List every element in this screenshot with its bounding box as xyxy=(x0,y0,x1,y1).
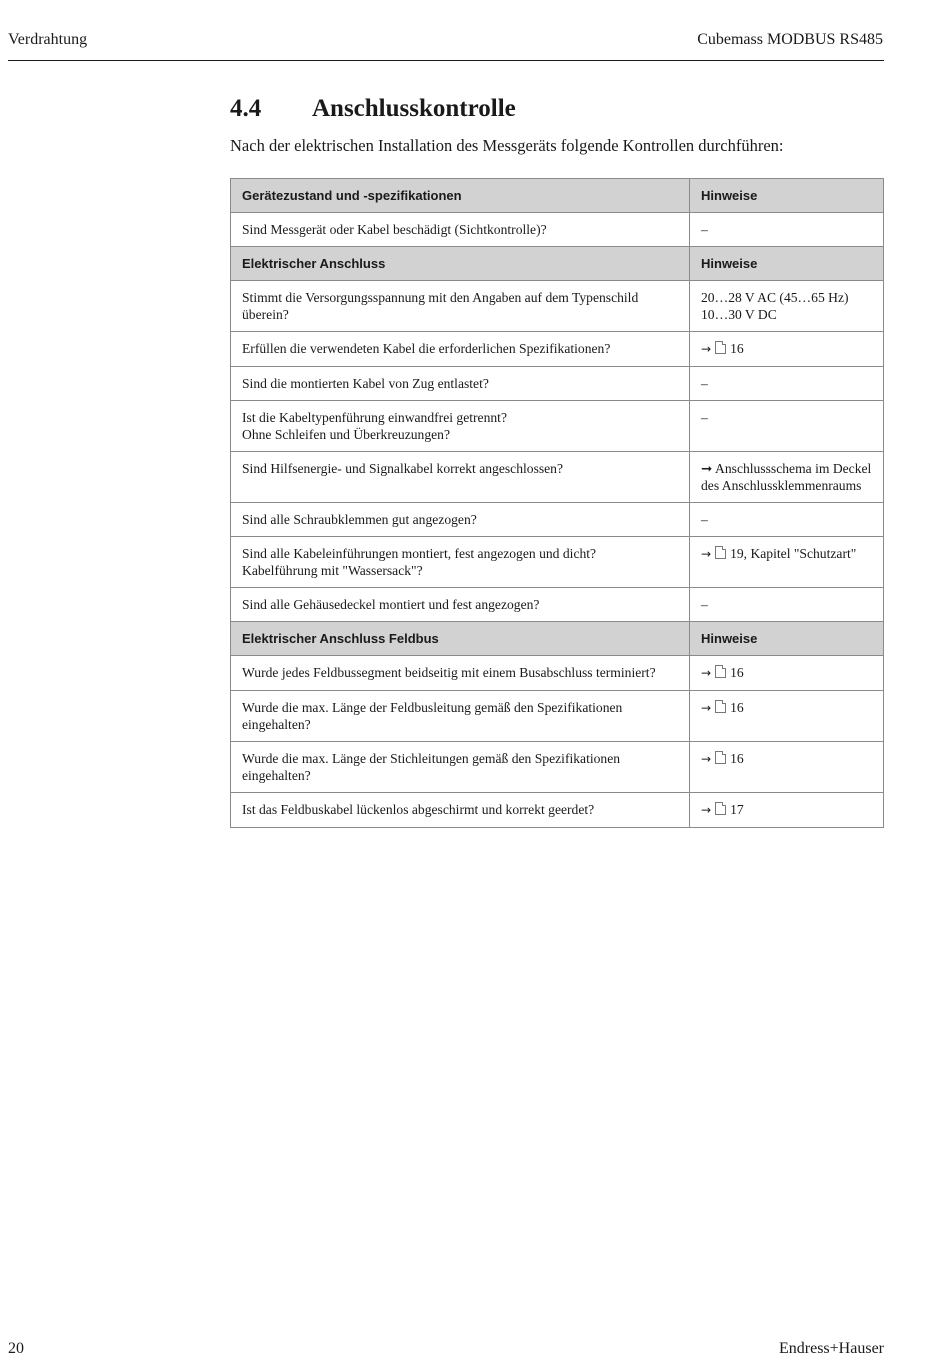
question-line: Sind Messgerät oder Kabel beschädigt (Sichtkontrolle)? xyxy=(242,222,547,237)
question-line: Wurde die max. Länge der Feldbusleitung gemäß den Spezifikationen eingehalten? xyxy=(242,700,623,732)
question-line: Sind Hilfsenergie- und Signalkabel korrekt angeschlossen? xyxy=(242,461,564,476)
table-row xyxy=(231,742,884,793)
section-heading xyxy=(230,95,516,123)
arrow-right-icon: → xyxy=(701,342,712,356)
check-hint xyxy=(690,691,884,742)
table-row xyxy=(231,537,884,588)
hint-line: – xyxy=(701,376,708,391)
check-hint xyxy=(690,537,884,588)
question-line: Wurde jedes Feldbussegment beidseitig mit einem Busabschluss terminiert? xyxy=(242,665,656,680)
check-question xyxy=(231,452,690,503)
question-line: Sind alle Schraubklemmen gut angezogen? xyxy=(242,512,477,527)
question-line: Sind die montierten Kabel von Zug entlastet? xyxy=(242,376,489,391)
page-header-left: Verdrahtung xyxy=(8,31,88,48)
question-line: Sind alle Kabeleinführungen montiert, fest angezogen und dicht? xyxy=(242,546,597,561)
table-row xyxy=(231,367,884,401)
page-reference: 16 xyxy=(730,341,744,356)
arrow-right-icon: → xyxy=(701,701,712,715)
question-line: Sind alle Gehäusedeckel montiert und fest angezogen? xyxy=(242,597,540,612)
check-hint xyxy=(690,588,884,622)
table-row xyxy=(231,213,884,247)
hint-line: ➞ Anschlussschema im Deckel xyxy=(701,461,872,476)
section-number: 4.4 xyxy=(230,95,262,122)
table-row xyxy=(231,691,884,742)
page-reference: 16 xyxy=(730,665,744,680)
hint-line: des Anschlussklemmenraums xyxy=(701,478,862,493)
question-line: Ohne Schleifen und Überkreuzungen? xyxy=(242,427,450,442)
check-question xyxy=(231,213,690,247)
check-hint xyxy=(690,213,884,247)
check-question xyxy=(231,588,690,622)
page-reference: 16 xyxy=(730,700,744,715)
question-line: Kabelführung mit "Wassersack"? xyxy=(242,563,423,578)
check-hint xyxy=(690,742,884,793)
page-reference: 16 xyxy=(730,751,744,766)
section-header-hints: Hinweise xyxy=(690,247,884,281)
check-hint xyxy=(690,452,884,503)
table-section-header xyxy=(231,622,884,656)
check-question xyxy=(231,793,690,828)
question-line: Wurde die max. Länge der Stichleitungen gemäß den Spezifikationen eingehalten? xyxy=(242,751,621,783)
table-row xyxy=(231,503,884,537)
table-row xyxy=(231,452,884,503)
question-line: Stimmt die Versorgungsspannung mit den Angaben auf dem Typenschild überein? xyxy=(242,290,639,322)
section-title: Anschlusskontrolle xyxy=(312,95,516,122)
hint-line: – xyxy=(701,410,708,425)
page-number: 20 xyxy=(8,1340,24,1357)
question-line: Erfüllen die verwendeten Kabel die erforderlichen Spezifikationen? xyxy=(242,341,611,356)
page-reference-icon xyxy=(715,802,726,815)
check-question xyxy=(231,537,690,588)
arrow-right-icon: → xyxy=(701,547,712,561)
check-question xyxy=(231,281,690,332)
section-header-hints: Hinweise xyxy=(690,622,884,656)
header-rule xyxy=(8,60,884,61)
section-header-label: Gerätezustand und -spezifikationen xyxy=(231,179,690,213)
hint-line: – xyxy=(701,512,708,527)
question-line: Ist das Feldbuskabel lückenlos abgeschirmt und korrekt geerdet? xyxy=(242,802,595,817)
table-row xyxy=(231,281,884,332)
hint-line: 10…30 V DC xyxy=(701,307,777,322)
table-section-header xyxy=(231,247,884,281)
page-reference-icon xyxy=(715,341,726,354)
check-question xyxy=(231,401,690,452)
table-section-header xyxy=(231,179,884,213)
arrow-right-icon: → xyxy=(701,803,712,817)
page-reference: 19, Kapitel "Schutzart" xyxy=(730,546,857,561)
connection-check-table xyxy=(230,178,884,828)
check-question xyxy=(231,367,690,401)
page-reference-icon xyxy=(715,751,726,764)
arrow-right-icon: → xyxy=(701,752,712,766)
table-row xyxy=(231,656,884,691)
page-reference-icon xyxy=(715,546,726,559)
check-hint xyxy=(690,401,884,452)
question-line: Ist die Kabeltypenführung einwandfrei getrennt? xyxy=(242,410,507,425)
check-table-body xyxy=(231,179,884,828)
check-hint xyxy=(690,793,884,828)
section-header-hints: Hinweise xyxy=(690,179,884,213)
check-question xyxy=(231,691,690,742)
table-row xyxy=(231,793,884,828)
check-hint xyxy=(690,332,884,367)
table-row xyxy=(231,588,884,622)
check-question xyxy=(231,503,690,537)
table-row xyxy=(231,401,884,452)
check-question xyxy=(231,332,690,367)
hint-line: 20…28 V AC (45…65 Hz) xyxy=(701,290,849,305)
intro-text: Nach der elektrischen Installation des Messgeräts folgende Kontrollen durchführen: xyxy=(230,136,784,155)
check-hint xyxy=(690,367,884,401)
check-hint xyxy=(690,656,884,691)
check-question xyxy=(231,742,690,793)
page-reference: 17 xyxy=(730,802,744,817)
section-header-label: Elektrischer Anschluss xyxy=(231,247,690,281)
check-hint xyxy=(690,281,884,332)
check-hint xyxy=(690,503,884,537)
check-question xyxy=(231,656,690,691)
arrow-right-icon: → xyxy=(701,666,712,680)
table-row xyxy=(231,332,884,367)
footer-brand: Endress+Hauser xyxy=(779,1340,884,1357)
hint-line: – xyxy=(701,222,708,237)
page-header-right: Cubemass MODBUS RS485 xyxy=(697,31,883,48)
section-header-label: Elektrischer Anschluss Feldbus xyxy=(231,622,690,656)
page-reference-icon xyxy=(715,700,726,713)
hint-line: – xyxy=(701,597,708,612)
page-reference-icon xyxy=(715,665,726,678)
